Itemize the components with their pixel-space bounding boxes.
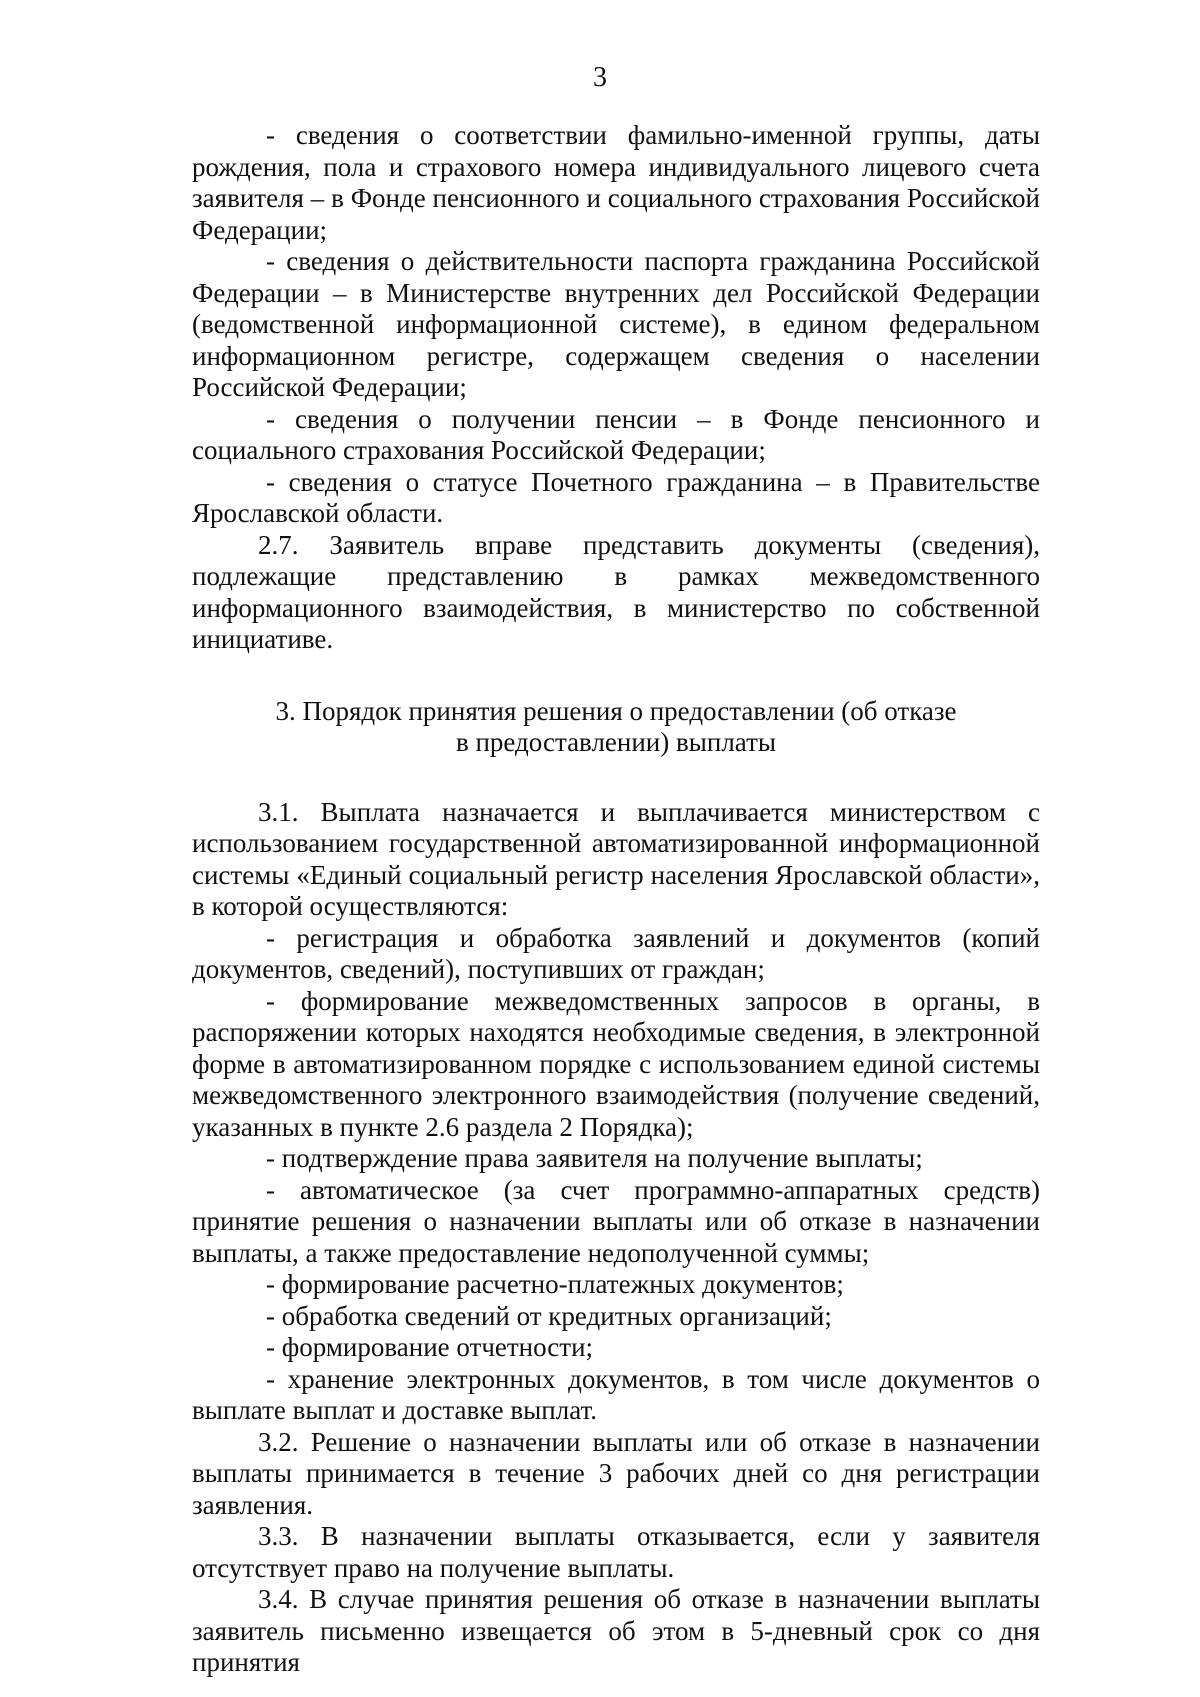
paragraph: 3.3. В назначении выплаты отказывается, если у заявителя отсутствует право на получение выплаты. (192, 1521, 1040, 1583)
paragraph: 3.2. Решение о назначении выплаты или об отказе в назначении выплаты принимается в течение 3 рабочих дней со дня регистрации заявления. (192, 1426, 1040, 1520)
paragraph: 3.4. В случае принятия решения об отказе в назначении выплаты заявитель письменно извещается об этом в 5-дневный срок со дня принятия (192, 1584, 1040, 1677)
paragraph: - хранение электронных документов, в том числе документов о выплате выплат и доставке выплат. (192, 1363, 1040, 1425)
section-heading-line: в предоставлении) выплаты (455, 727, 777, 757)
page-number: 3 (593, 62, 607, 93)
section-heading-line: 3. Порядок принятия решения о предоставлении (об отказе (275, 695, 957, 726)
paragraph: - сведения о действительности паспорта гражданина Российской Федерации – в Министерстве внутренних дел Российской Федерации (ведомственной информационной системе), в едином федеральном информационном регистре, содержащем сведения о населении Российской Федерации; (192, 246, 1040, 402)
paragraph: - сведения о получении пенсии – в Фонде пенсионного и социального страхования Российской Федерации; (192, 403, 1040, 465)
paragraph: - формирование отчетности; (266, 1332, 594, 1362)
paragraph: - сведения о статусе Почетного гражданина – в Правительстве Ярославской области. (192, 466, 1040, 528)
paragraph: 3.1. Выплата назначается и выплачивается министерством с использованием государственной автоматизированной информационной системы «Единый социальный регистр населения Ярославской области», в которой осуществляются: (192, 796, 1040, 921)
paragraph: 2.7. Заявитель вправе представить документы (сведения), подлежащие представлению в рамках межведомственного информационного взаимодействия, в министерство по собственной инициативе. (192, 529, 1040, 654)
document-body (192, 120, 1040, 1679)
paragraph: - формирование межведомственных запросов в органы, в распоряжении которых находятся необходимые сведения, в электронной форме в автоматизированном порядке с использованием единой системы межведомственного электронного взаимодействия (получение сведений, указанных в пункте 2.6 раздела 2 Порядка); (192, 985, 1040, 1142)
paragraph: - обработка сведений от кредитных организаций; (266, 1300, 832, 1331)
paragraph: - автоматическое (за счет программно-аппаратных средств) принятие решения о назначении выплаты или об отказе в назначении выплаты, а также предоставление недополученной суммы; (192, 1174, 1040, 1268)
section-heading (192, 696, 1040, 759)
paragraph: - формирование расчетно-платежных документов; (266, 1269, 844, 1299)
paragraph: - сведения о соответствии фамильно-именной группы, даты рождения, пола и страхового номера индивидуального лицевого счета заявителя – в Фонде пенсионного и социального страхования Российской Федерации; (192, 120, 1040, 245)
paragraph: - подтверждение права заявителя на получение выплаты; (266, 1143, 923, 1173)
paragraph: - регистрация и обработка заявлений и документов (копий документов, сведений), поступивших от граждан; (192, 922, 1040, 984)
